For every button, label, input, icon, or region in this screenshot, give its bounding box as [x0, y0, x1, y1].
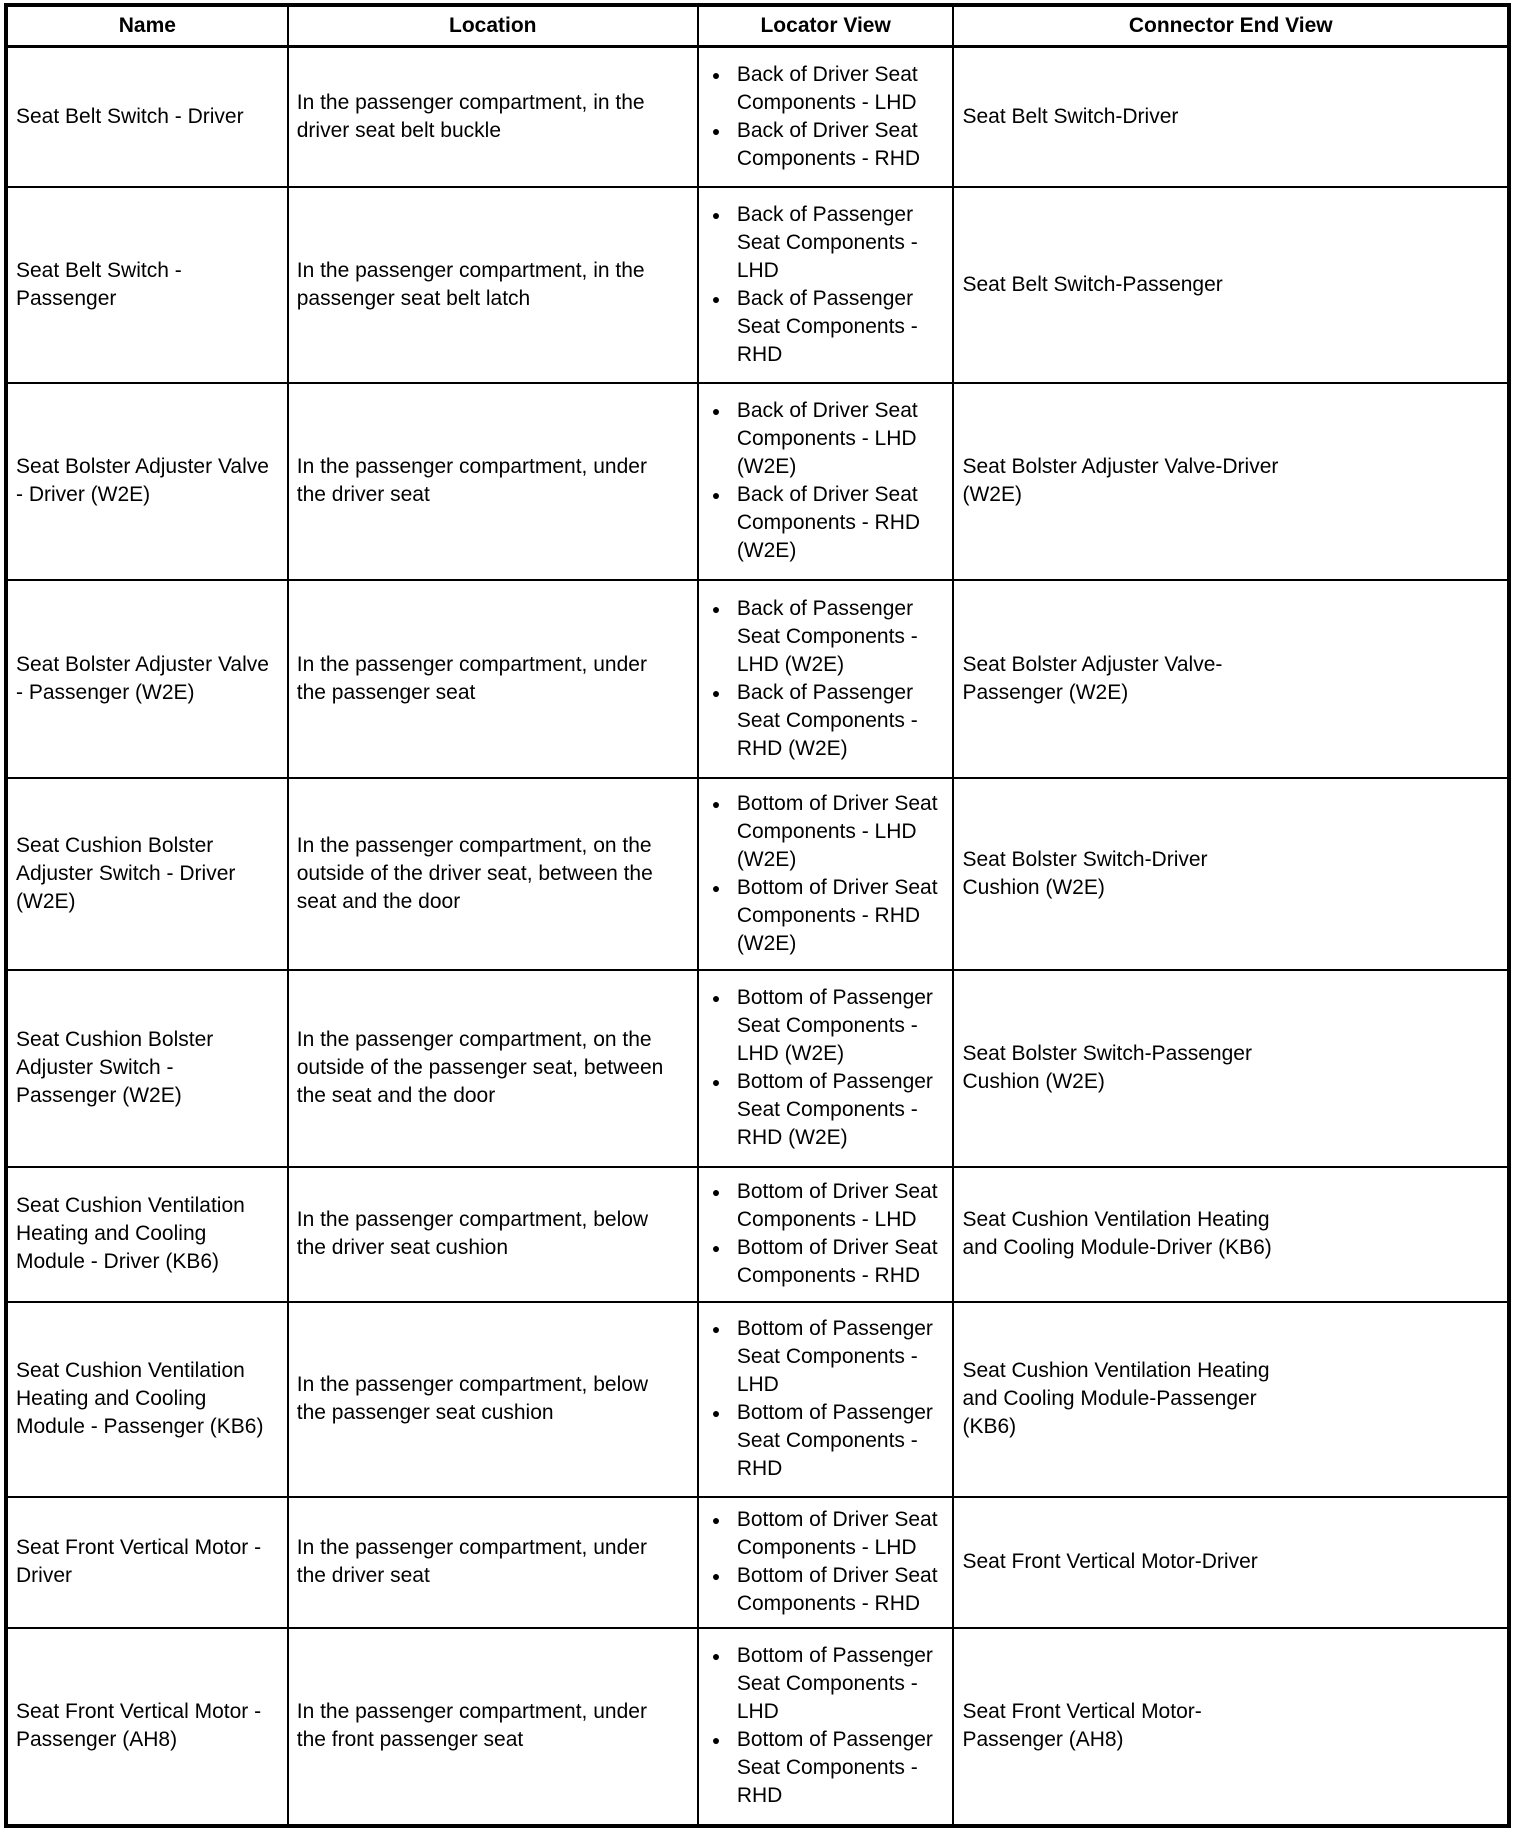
name-cell — [6, 1167, 288, 1302]
locator-view-text: Back of Driver Seat Components - RHD (W2E) — [736, 483, 921, 562]
locator-view-item — [707, 1726, 945, 1810]
bullet-icon: ● — [711, 1240, 721, 1256]
locator-view-item — [707, 397, 945, 481]
locator-view-text: Bottom of Driver Seat Components - RHD (W2E) — [736, 875, 938, 955]
location-cell — [288, 1497, 698, 1628]
bullet-icon: ● — [711, 1184, 721, 1200]
column-header-connector-end-view: Connector End View — [953, 5, 1509, 47]
location-cell-text: In the passenger compartment, below the passenger seat cushion — [296, 1373, 649, 1424]
name-cell-text: Seat Bolster Adjuster Valve - Driver (W2E) — [16, 455, 269, 506]
locator-view-list — [707, 1506, 945, 1618]
locator-view-cell — [698, 1628, 954, 1826]
bullet-icon: ● — [711, 1321, 721, 1337]
table-row — [6, 47, 1509, 187]
connector-cell-text: Seat Bolster Switch-Driver Cushion (W2E) — [962, 847, 1208, 899]
bullet-icon: ● — [711, 795, 721, 812]
locator-view-item — [707, 595, 945, 679]
locator-view-text: Back of Passenger Seat Components - LHD — [736, 202, 918, 282]
connector-end-view-cell — [953, 580, 1509, 778]
name-cell — [6, 580, 288, 778]
connector-end-view-cell — [953, 1167, 1509, 1302]
locator-view-cell — [698, 1497, 954, 1628]
locator-view-text: Back of Passenger Seat Components - RHD (W2E) — [736, 680, 918, 760]
name-cell — [6, 187, 288, 383]
bullet-icon: ● — [711, 206, 721, 223]
name-cell — [6, 1302, 288, 1497]
location-cell — [288, 778, 698, 970]
locator-view-item — [707, 201, 945, 285]
bullet-icon: ● — [711, 122, 721, 139]
locator-view-item — [707, 1399, 945, 1483]
locator-view-item — [707, 61, 945, 117]
table-row — [6, 1497, 1509, 1628]
column-header-locator-view: Locator View — [698, 5, 954, 47]
name-cell — [6, 970, 288, 1167]
locator-view-text: Bottom of Driver Seat Components - RHD — [736, 1564, 938, 1615]
connector-cell-text: Seat Belt Switch-Passenger — [962, 272, 1223, 296]
connector-end-view-cell — [953, 187, 1509, 383]
bullet-icon: ● — [711, 600, 721, 617]
locator-view-list — [707, 790, 945, 958]
locator-view-cell — [698, 187, 954, 383]
name-cell-text: Seat Belt Switch - Driver — [16, 104, 244, 128]
name-cell-text: Seat Cushion Bolster Adjuster Switch - Passenger (W2E) — [16, 1028, 214, 1107]
table-row — [6, 1302, 1509, 1497]
name-cell-text: Seat Cushion Ventilation Heating and Cooling Module - Passenger (KB6) — [16, 1359, 264, 1438]
locator-view-text: Back of Passenger Seat Components - RHD — [736, 286, 918, 366]
location-cell-text: In the passenger compartment, in the passenger seat belt latch — [296, 258, 645, 310]
column-header-name: Name — [6, 5, 288, 47]
name-cell-text: Seat Front Vertical Motor - Driver — [16, 1536, 262, 1587]
table-body — [6, 47, 1509, 1826]
locator-view-text: Back of Driver Seat Components - LHD — [736, 62, 918, 114]
connector-cell-text: Seat Bolster Adjuster Valve-Passenger (W2E) — [962, 652, 1223, 704]
locator-view-list — [707, 984, 945, 1152]
connector-cell-text: Seat Front Vertical Motor-Passenger (AH8) — [962, 1700, 1202, 1751]
table-row — [6, 778, 1509, 970]
locator-view-list — [707, 1178, 945, 1290]
connector-cell-text: Seat Bolster Switch-Passenger Cushion (W2E) — [962, 1042, 1252, 1093]
locator-view-cell — [698, 970, 954, 1167]
name-cell-text: Seat Belt Switch - Passenger — [16, 258, 182, 310]
bullet-icon: ● — [711, 1074, 721, 1090]
locator-view-item — [707, 481, 945, 565]
locator-view-list — [707, 595, 945, 763]
locator-view-text: Bottom of Driver Seat Components - LHD — [736, 1508, 938, 1559]
table-row — [6, 580, 1509, 778]
table-row — [6, 970, 1509, 1167]
name-cell — [6, 1628, 288, 1826]
locator-view-cell — [698, 383, 954, 580]
locator-view-text: Bottom of Passenger Seat Components - LHD (W2E) — [736, 986, 933, 1065]
locator-view-cell — [698, 1302, 954, 1497]
name-cell-text: Seat Cushion Ventilation Heating and Cooling Module - Driver (KB6) — [16, 1194, 245, 1273]
location-cell — [288, 970, 698, 1167]
location-cell-text: In the passenger compartment, under the passenger seat — [296, 652, 647, 704]
locator-view-list — [707, 201, 945, 369]
locator-view-item — [707, 285, 945, 369]
bullet-icon: ● — [711, 487, 721, 503]
location-cell-text: In the passenger compartment, under the front passenger seat — [296, 1700, 647, 1751]
bullet-icon: ● — [711, 66, 721, 83]
name-cell — [6, 383, 288, 580]
locator-view-item — [707, 1642, 945, 1726]
table-row — [6, 1167, 1509, 1302]
location-cell — [288, 1302, 698, 1497]
locator-view-text: Bottom of Passenger Seat Components - LHD — [736, 1317, 933, 1396]
locator-view-item — [707, 874, 945, 958]
bullet-icon: ● — [711, 1568, 721, 1584]
location-cell — [288, 187, 698, 383]
table-row — [6, 1628, 1509, 1826]
connector-location-table — [4, 3, 1511, 1828]
connector-end-view-cell — [953, 383, 1509, 580]
bullet-icon: ● — [711, 403, 721, 419]
locator-view-cell — [698, 580, 954, 778]
location-cell-text: In the passenger compartment, under the driver seat — [296, 1536, 647, 1587]
connector-cell-text: Seat Bolster Adjuster Valve-Driver (W2E) — [962, 455, 1279, 506]
locator-view-item — [707, 1234, 945, 1290]
locator-view-list — [707, 397, 945, 565]
locator-view-list — [707, 61, 945, 173]
name-cell-text: Seat Cushion Bolster Adjuster Switch - Driver (W2E) — [16, 833, 236, 913]
connector-end-view-cell — [953, 778, 1509, 970]
locator-view-item — [707, 1068, 945, 1152]
name-cell — [6, 47, 288, 187]
locator-view-text: Back of Driver Seat Components - LHD (W2E) — [736, 399, 918, 478]
location-cell-text: In the passenger compartment, under the driver seat — [296, 455, 647, 506]
connector-end-view-cell — [953, 970, 1509, 1167]
table-row — [6, 187, 1509, 383]
locator-view-list — [707, 1315, 945, 1483]
bullet-icon: ● — [711, 879, 721, 896]
table-row — [6, 383, 1509, 580]
bullet-icon: ● — [711, 1512, 721, 1528]
location-cell — [288, 1628, 698, 1826]
locator-view-item — [707, 679, 945, 763]
connector-cell-text: Seat Front Vertical Motor-Driver — [962, 1550, 1258, 1573]
locator-view-cell — [698, 47, 954, 187]
locator-view-item — [707, 1506, 945, 1562]
locator-view-text: Back of Passenger Seat Components - LHD (W2E) — [736, 596, 918, 676]
connector-end-view-cell — [953, 1302, 1509, 1497]
connector-end-view-cell — [953, 1497, 1509, 1628]
locator-view-text: Bottom of Passenger Seat Components - RHD — [736, 1401, 933, 1480]
location-cell-text: In the passenger compartment, below the driver seat cushion — [296, 1208, 649, 1259]
bullet-icon: ● — [711, 684, 721, 701]
column-header-location: Location — [288, 5, 698, 47]
connector-cell-text: Seat Cushion Ventilation Heating and Cooling Module-Driver (KB6) — [962, 1208, 1272, 1259]
location-cell-text: In the passenger compartment, on the outside of the passenger seat, between the seat and the door — [296, 1028, 664, 1107]
locator-view-cell — [698, 1167, 954, 1302]
locator-view-text: Bottom of Passenger Seat Components - RHD — [736, 1728, 933, 1807]
name-cell-text: Seat Front Vertical Motor - Passenger (AH8) — [16, 1700, 262, 1751]
connector-end-view-cell — [953, 1628, 1509, 1826]
header-row — [6, 5, 1509, 47]
location-cell — [288, 580, 698, 778]
location-cell — [288, 1167, 698, 1302]
bullet-icon: ● — [711, 990, 721, 1006]
locator-view-item — [707, 790, 945, 874]
location-cell — [288, 383, 698, 580]
bullet-icon: ● — [711, 1648, 721, 1664]
bullet-icon: ● — [711, 1732, 721, 1748]
locator-view-text: Bottom of Passenger Seat Components - RHD (W2E) — [736, 1070, 933, 1149]
connector-cell-text: Seat Cushion Ventilation Heating and Cooling Module-Passenger (KB6) — [962, 1359, 1270, 1438]
locator-view-text: Bottom of Passenger Seat Components - LHD — [736, 1644, 933, 1723]
locator-view-text: Bottom of Driver Seat Components - RHD — [736, 1236, 938, 1287]
locator-view-item — [707, 984, 945, 1068]
locator-view-list — [707, 1642, 945, 1810]
location-cell-text: In the passenger compartment, in the driver seat belt buckle — [296, 90, 645, 142]
connector-cell-text: Seat Belt Switch-Driver — [962, 104, 1179, 128]
locator-view-text: Bottom of Driver Seat Components - LHD — [736, 1180, 938, 1231]
name-cell — [6, 778, 288, 970]
locator-view-item — [707, 117, 945, 173]
location-cell — [288, 47, 698, 187]
bullet-icon: ● — [711, 1405, 721, 1421]
locator-view-item — [707, 1315, 945, 1399]
locator-view-text: Bottom of Driver Seat Components - LHD (W2E) — [736, 791, 938, 871]
bullet-icon: ● — [711, 290, 721, 307]
locator-view-item — [707, 1562, 945, 1618]
name-cell — [6, 1497, 288, 1628]
locator-view-text: Back of Driver Seat Components - RHD — [736, 118, 921, 170]
locator-view-item — [707, 1178, 945, 1234]
locator-view-cell — [698, 778, 954, 970]
location-cell-text: In the passenger compartment, on the outside of the driver seat, between the seat and the door — [296, 833, 653, 913]
name-cell-text: Seat Bolster Adjuster Valve - Passenger (W2E) — [16, 652, 269, 704]
connector-end-view-cell — [953, 47, 1509, 187]
